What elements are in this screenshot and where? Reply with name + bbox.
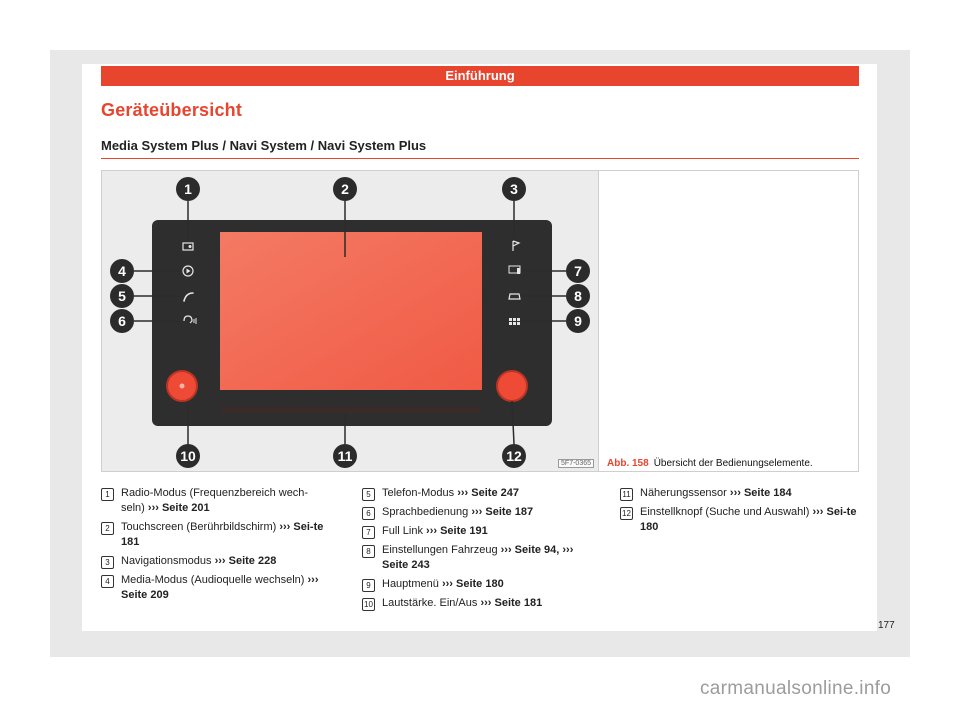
legend-item-10: [362, 596, 592, 611]
legend-item-6: [362, 505, 592, 520]
legend-number: 6: [362, 507, 375, 520]
main-menu-icon-cell: [513, 318, 516, 321]
legend-page-reference[interactable]: ››› Seite 191: [426, 525, 488, 537]
legend-page-reference[interactable]: ››› Seite 209: [121, 574, 319, 601]
callout-number: 5: [118, 288, 126, 304]
legend-item-11: [620, 486, 860, 501]
callout-number: 4: [118, 263, 126, 279]
main-menu-icon-cell: [517, 318, 520, 321]
legend-item-1: [101, 486, 331, 516]
legend-item-5: [362, 486, 592, 501]
device-figure: [101, 170, 599, 472]
legend-text: Lautstärke. Ein/Aus: [382, 597, 478, 609]
legend-number: 3: [101, 556, 114, 569]
legend-text: Full Link: [382, 525, 423, 537]
main-menu-icon-cell: [513, 322, 516, 325]
legend-item-7: [362, 524, 592, 539]
legend-page-reference[interactable]: ››› Sei-te 180: [640, 506, 857, 533]
page-subtitle: Media System Plus / Navi System / Navi System Plus: [101, 138, 427, 153]
volume-knob-dot: [180, 384, 185, 389]
title-rule: [101, 158, 859, 159]
legend-number: 11: [620, 488, 633, 501]
legend-text: Einstellungen Fahrzeug: [382, 544, 498, 556]
legend-item-2: [101, 520, 331, 550]
legend-text: Hauptmenü: [382, 578, 439, 590]
legend-text: Einstellknopf (Suche und Auswahl): [640, 506, 810, 518]
legend-item-12: [620, 505, 860, 535]
legend-page-reference[interactable]: ››› Seite 184: [729, 487, 792, 499]
callout-number: 3: [510, 181, 518, 197]
legend-number: 7: [362, 526, 375, 539]
legend-number: 9: [362, 579, 375, 592]
legend-number: 12: [620, 507, 633, 520]
legend-column-3: [620, 486, 860, 539]
legend-number: 1: [101, 488, 114, 501]
legend-page-reference[interactable]: ››› Seite 187: [471, 506, 534, 518]
legend-text: Media-Modus (Audioquelle wechseln): [121, 574, 305, 586]
proximity-sensor: [222, 407, 480, 413]
legend-text: Navigationsmodus: [121, 555, 212, 567]
infotainment-diagram: [102, 171, 600, 473]
section-header: Einführung: [101, 66, 859, 86]
legend-text: Näherungssensor: [640, 487, 727, 499]
legend-item-4: [101, 573, 331, 603]
callout-number: 2: [341, 181, 349, 197]
touchscreen: [220, 232, 482, 390]
legend-number: 10: [362, 598, 375, 611]
legend-number: 4: [101, 575, 114, 588]
legend-page-reference[interactable]: ››› Seite 180: [441, 578, 504, 590]
caption-label: Abb. 158: [607, 458, 649, 469]
legend-number: 5: [362, 488, 375, 501]
callout-number: 1: [184, 181, 192, 197]
legend-number: 8: [362, 545, 375, 558]
legend-text: Touchscreen (Berührbildschirm): [121, 521, 277, 533]
callout-number: 7: [574, 263, 582, 279]
full-link-phone: [517, 268, 520, 274]
legend-text: Radio-Modus (Frequenzbereich wech-seln): [121, 487, 309, 514]
legend-text: Telefon-Modus: [382, 487, 455, 499]
callout-number: 6: [118, 313, 126, 329]
page-title: Geräteübersicht: [101, 100, 243, 120]
radio-icon-dial: [189, 245, 192, 248]
main-menu-icon-cell: [509, 322, 512, 325]
legend-page-reference[interactable]: ››› Seite 247: [457, 487, 519, 499]
legend-item-9: [362, 577, 592, 592]
legend-item-3: [101, 554, 331, 569]
callout-number: 8: [574, 288, 582, 304]
figure-side-panel: [599, 170, 859, 472]
tuning-knob: [497, 371, 527, 401]
legend-page-reference[interactable]: ››› Seite 94, ››› Seite 243: [382, 544, 574, 571]
legend-text: Sprachbedienung: [382, 506, 469, 518]
caption-text: Übersicht der Bedienungselemente.: [653, 458, 813, 469]
callout-number: 9: [574, 313, 582, 329]
callout-number: 12: [506, 448, 522, 464]
callout-number: 11: [337, 448, 353, 464]
main-menu-icon-cell: [509, 318, 512, 321]
legend-column-1: [101, 486, 331, 607]
legend-item-8: [362, 543, 592, 573]
figure-caption: [607, 458, 813, 469]
legend-page-reference[interactable]: ››› Seite 228: [214, 555, 277, 567]
watermark: carmanualsonline.info: [700, 678, 892, 699]
legend-page-reference[interactable]: ››› Seite 181: [480, 597, 543, 609]
legend-page-reference[interactable]: ››› Seite 201: [147, 502, 210, 514]
page-number: 177: [878, 620, 895, 631]
figure-code: 5F7-0365: [558, 459, 594, 468]
main-menu-icon-cell: [517, 322, 520, 325]
legend-page-reference[interactable]: ››› Sei-te 181: [121, 521, 324, 548]
callout-number: 10: [180, 448, 196, 464]
legend-column-2: [362, 486, 592, 615]
legend-number: 2: [101, 522, 114, 535]
